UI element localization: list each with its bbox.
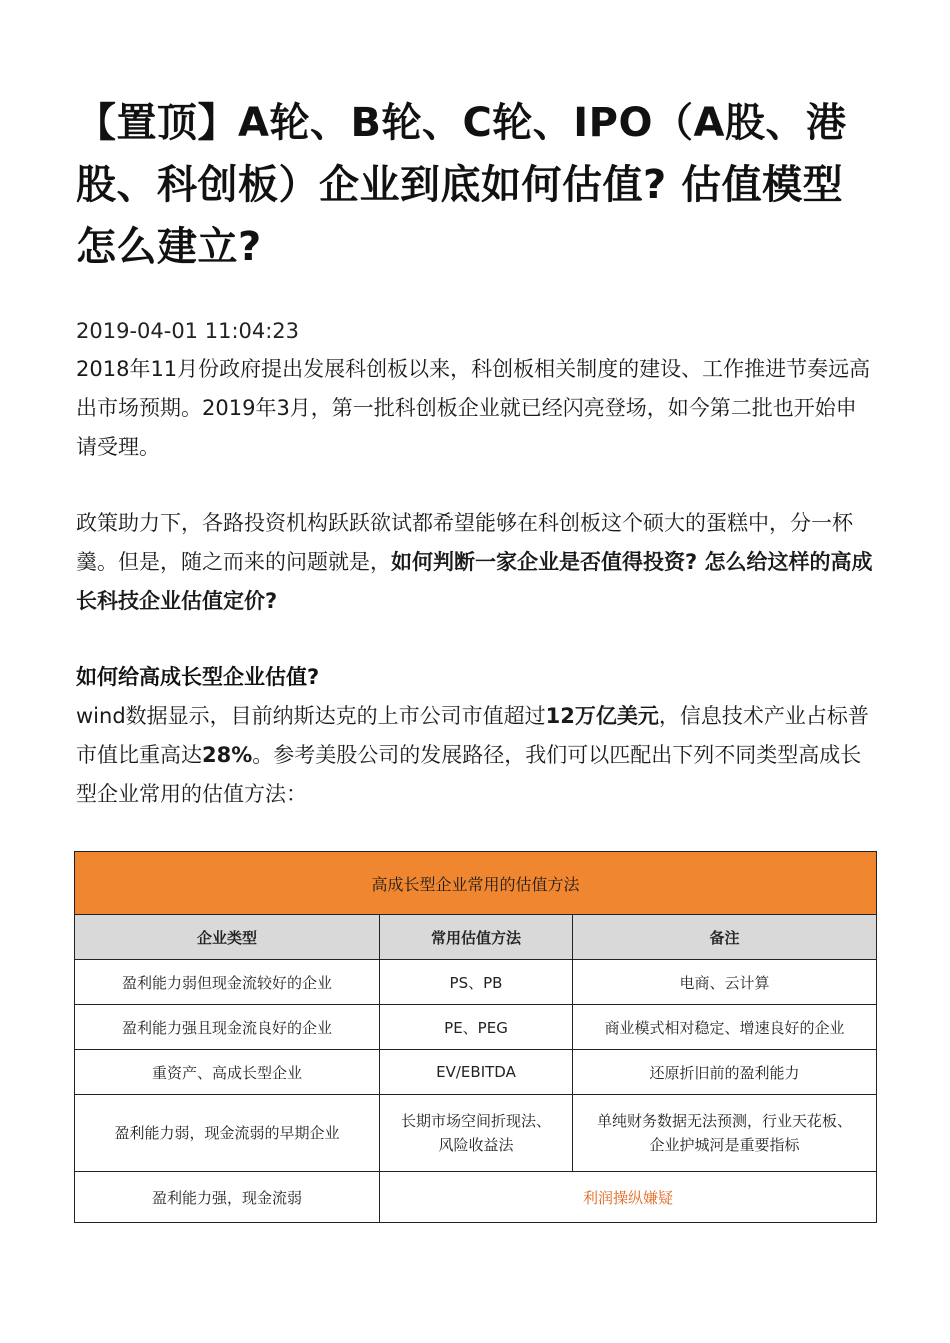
table-title-row <box>75 852 877 915</box>
cell-company-type: 盈利能力弱，现金流弱的早期企业 <box>75 1095 380 1172</box>
paragraph-policy-question: 如何判断一家企业是否值得投资? 怎么给这样的高成长科技企业估值定价? <box>76 550 873 613</box>
table-row <box>75 1050 877 1095</box>
note-line: 单纯财务数据无法预测，行业天花板、 <box>596 1112 852 1130</box>
table-row <box>75 1005 877 1050</box>
paragraph-wind-data <box>76 697 876 814</box>
article-title: 【置顶】A轮、B轮、C轮、IPO（A股、港股、科创板）企业到底如何估值? 估值模型怎么建立? <box>76 100 847 270</box>
table-row <box>75 1095 877 1172</box>
note-line: 企业护城河是重要指标 <box>649 1136 800 1154</box>
table-header-row <box>75 915 877 960</box>
method-line: 风险收益法 <box>438 1136 514 1154</box>
cell-company-type: 盈利能力强，现金流弱 <box>75 1172 380 1223</box>
wind-text-e: 。参考美股公司的发展路径，我们可以匹配出下列不同类型高成长型企业常用的估值方法： <box>76 743 862 806</box>
table-title: 高成长型企业常用的估值方法 <box>75 852 877 915</box>
cell-warning-note: 利润操纵嫌疑 <box>380 1172 877 1223</box>
cell-notes: 电商、云计算 <box>573 960 877 1005</box>
cell-valuation-method: EV/EBITDA <box>380 1050 573 1095</box>
cell-notes: 还原折旧前的盈利能力 <box>573 1050 877 1095</box>
header-company-type: 企业类型 <box>75 915 380 960</box>
cell-company-type: 重资产、高成长型企业 <box>75 1050 380 1095</box>
header-notes: 备注 <box>573 915 877 960</box>
paragraph-intro: 2018年11月份政府提出发展科创板以来，科创板相关制度的建设、工作推进节奏远高出市场预期。2019年3月，第一批科创板企业就已经闪亮登场，如今第二批也开始申请受理。 <box>76 357 871 459</box>
wind-highlight-percent: 28% <box>202 743 253 767</box>
section-heading: 如何给高成长型企业估值? <box>76 665 320 689</box>
valuation-table-container <box>74 851 876 1220</box>
cell-valuation-method: PS、PB <box>380 960 573 1005</box>
publish-datetime: 2019-04-01 11:04:23 <box>76 319 300 343</box>
cell-notes: 商业模式相对稳定、增速良好的企业 <box>573 1005 877 1050</box>
cell-valuation-method: PE、PEG <box>380 1005 573 1050</box>
cell-company-type: 盈利能力弱但现金流较好的企业 <box>75 960 380 1005</box>
wind-text-c: ，信息技术产业占标普市值比重高达 <box>76 704 869 767</box>
cell-valuation-method <box>380 1095 573 1172</box>
cell-notes <box>573 1095 877 1172</box>
table-row <box>75 960 877 1005</box>
paragraph-policy <box>76 504 876 621</box>
cell-company-type: 盈利能力强且现金流良好的企业 <box>75 1005 380 1050</box>
wind-highlight-market-cap: 12万亿美元 <box>545 704 659 728</box>
header-valuation-method: 常用估值方法 <box>380 915 573 960</box>
table-row <box>75 1172 877 1223</box>
valuation-methods-table <box>74 851 877 1223</box>
paragraph-policy-text: 政策助力下，各路投资机构跃跃欲试都希望能够在科创板这个硕大的蛋糕中，分一杯羹。但是，随之而来的问题就是， <box>76 511 853 574</box>
wind-text-a: wind数据显示，目前纳斯达克的上市公司市值超过 <box>76 704 546 728</box>
method-line: 长期市场空间折现法、 <box>400 1112 551 1130</box>
